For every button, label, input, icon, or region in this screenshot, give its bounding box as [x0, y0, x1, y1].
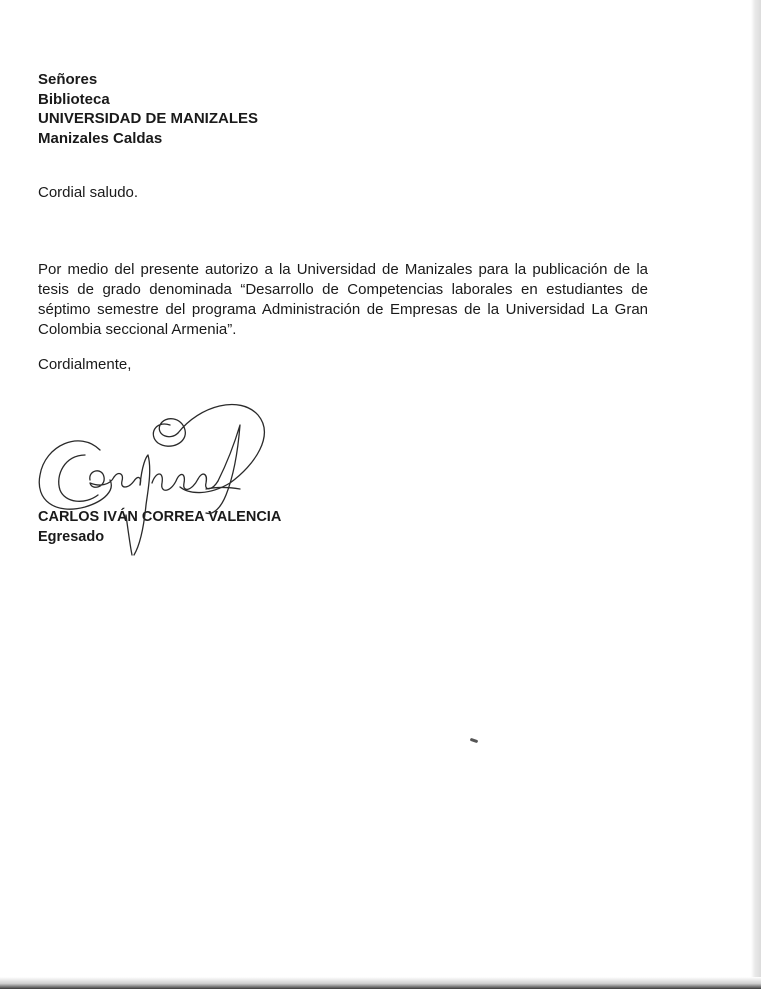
addressee-salutation: Señores [38, 71, 98, 88]
signature-icon [30, 395, 270, 570]
scan-edge-right [751, 0, 761, 989]
addressee-city: Manizales Caldas [38, 129, 163, 147]
signer-name: CARLOS IVÁN CORREA VALENCIA [38, 509, 282, 525]
signer-role: Egresado [38, 529, 105, 545]
scan-edge-bottom [0, 977, 761, 989]
addressee-institution: UNIVERSIDAD DE MANIZALES [38, 110, 259, 127]
closing: Cordialmente, [38, 356, 132, 373]
addressee-block [38, 70, 258, 148]
addressee-department: Biblioteca [38, 90, 110, 108]
letter-body: Por medio del presente autorizo a la Universidad de Manizales para la publicación de la tesis de grado denominada “Desarrollo de Competencias laborales en estudiantes de séptimo semestre del programa Administración de Empresas de la Universidad La Gran Colombia seccional Armenia”. [38, 261, 648, 338]
scan-speck [470, 738, 479, 743]
greeting: Cordial saludo. [38, 184, 139, 201]
